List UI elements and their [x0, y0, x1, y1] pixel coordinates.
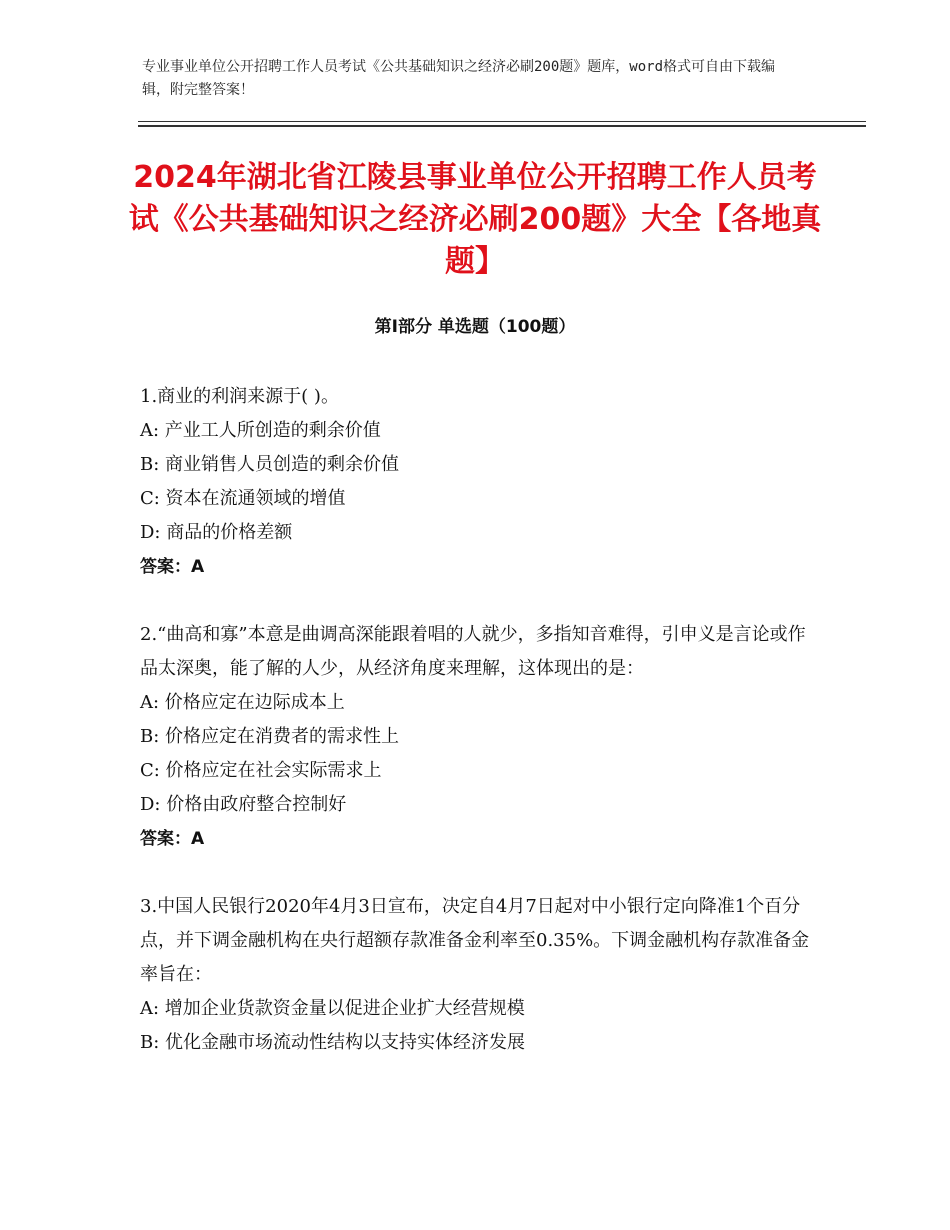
- option-d: D: 价格由政府整合控制好: [140, 794, 347, 815]
- header-divider-thick: [138, 125, 866, 127]
- question-stem: 2.“曲高和寡”本意是曲调高深能跟着唱的人就少，多指知音难得，引申义是言论或作品太深奥，能了解的人少，从经济角度来理解，这体现出的是：: [140, 624, 806, 679]
- option-a: A: 价格应定在边际成本上: [140, 692, 345, 713]
- section-title: 第Ⅰ部分 单选题（100题）: [374, 317, 576, 337]
- question-stem: 1.商业的利润来源于( )。: [140, 386, 339, 407]
- question-3: [140, 890, 812, 1060]
- option-b: B: 价格应定在消费者的需求性上: [140, 726, 400, 747]
- header-divider-thin: [138, 121, 866, 122]
- option-d: D: 商品的价格差额: [140, 522, 293, 543]
- option-b: B: 优化金融市场流动性结构以支持实体经济发展: [140, 1032, 526, 1053]
- question-stem: 3.中国人民银行2020年4月3日宣布，决定自4月7日起对中小银行定向降准1个百分点，并下调金融机构在央行超额存款准备金利率至0.35%。下调金融机构存款准备金率旨在：: [140, 896, 810, 985]
- option-a: A: 增加企业货款资金量以促进企业扩大经营规模: [140, 998, 525, 1019]
- option-c: C: 资本在流通领域的增值: [140, 488, 346, 509]
- option-b: B: 商业销售人员创造的剩余价值: [140, 454, 400, 475]
- option-a: A: 产业工人所创造的剩余价值: [140, 420, 381, 441]
- question-list: [140, 380, 812, 1094]
- document-title: 2024年湖北省江陵县事业单位公开招聘工作人员考试《公共基础知识之经济必刷200题》大全【各地真题】: [128, 160, 822, 279]
- question-1: [140, 380, 812, 584]
- option-c: C: 价格应定在社会实际需求上: [140, 760, 382, 781]
- question-2: [140, 618, 812, 856]
- header-note: 专业事业单位公开招聘工作人员考试《公共基础知识之经济必刷200题》题库，word格式可自由下载编辑，附完整答案！: [142, 59, 775, 98]
- answer-label: 答案：A: [140, 829, 205, 849]
- answer-label: 答案：A: [140, 557, 205, 577]
